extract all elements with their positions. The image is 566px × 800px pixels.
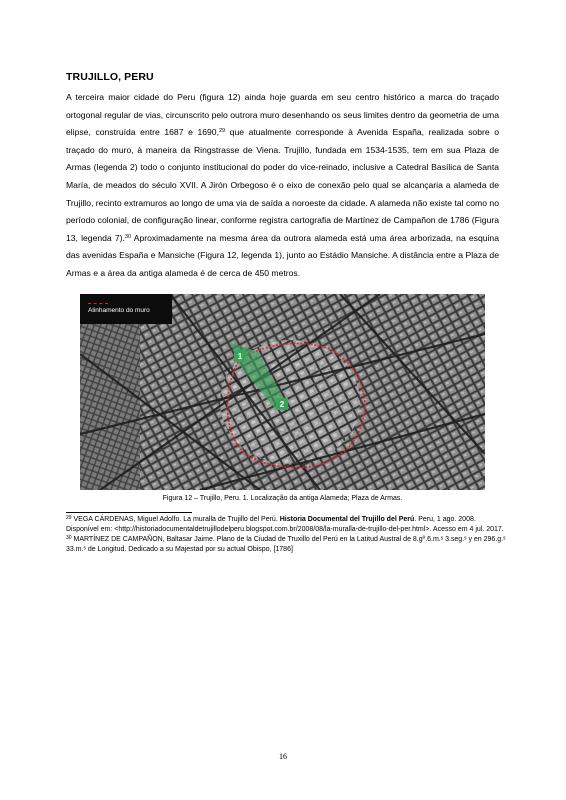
- footnote-text-tail: . Peru, 1 ago. 2008. Disponível em: <http://historiadocumentaldetrujillodelperu.blogspot.com.br/2008/08/la-muralla-de-trujillo-del-per.html>. Acesso em 4 jul. 2017.: [66, 516, 504, 533]
- figure-caption: Figura 12 – Trujillo, Peru. 1. Localização da antiga Alameda; Plaza de Armas.: [162, 495, 403, 502]
- footnotes: [66, 515, 506, 555]
- footnote-ref-29[interactable]: 29: [218, 128, 226, 135]
- body-text-part-2: que atualmente corresponde à Avenida España, realizada sobre o traçado do muro, à maneira da Ringstrasse de Viena. Trujillo, fundada em 1534-1535, tem em sua Plaza de Armas (legenda 2) todo o conjunto institucional do poder do vice-reinado, inclusive a Catedral Basílica de Santa María, de meados do século XVII. A Jirón Orbegoso é o eixo de conexão pelo qual se alcançaria a alameda de Trujillo, recinto extramuros ao longo de uma via de saída a noroeste da cidade. A alameda não existe tal como no período colonial, de configuração linear, conforme registra cartografia de Martínez de Campañon de 1786 (Figura 13, legenda 7).: [66, 127, 499, 243]
- marker-2: [276, 398, 288, 410]
- body-text-part-3: Aproximadamente na mesma área da outrora alameda está uma área arborizada, na esquina das avenidas España e Mansiche (Figura 12, legenda 1), junto ao Estádio Mansiche. A distância entre a Plaza de Armas e a área da antiga alameda é de cerca de 450 metros.: [66, 232, 499, 278]
- legend-wall-line: [88, 303, 108, 304]
- svg-text:1: 1: [237, 352, 243, 361]
- footnote-separator: [66, 512, 192, 513]
- footnote-text: VEGA CÁRDENAS, Miguel Adolfo. La muralla de Trujillo del Perú.: [71, 516, 280, 523]
- svg-text:2: 2: [279, 400, 285, 409]
- body-text-part-1: A terceira maior cidade do Peru (figura 12) ainda hoje guarda em seu centro histórico a marca do traçado ortogonal regular de vias, circunscrito pelo outrora muro desenhando os seus limites dentro da geometria de uma elipse, construída entre 1687 e 1690,: [66, 92, 499, 138]
- footnote-29: [66, 515, 506, 534]
- footnote-text: MARTÍNEZ DE CAMPAÑON, Baltasar Jaime. Plano de la Ciudad de Truxillo del Perú en la Latitud Austral de 8.gº.6.m.ˢ 3.seg.ˢ y en 296.g.ˢ 33.m.ˢ de Longitud. Dedicado a su Majestad por su actual Obispo, [1786]: [66, 536, 506, 553]
- footnote-number: 29: [66, 515, 72, 521]
- aerial-map-image: [80, 294, 485, 490]
- page-number: 16: [279, 752, 287, 761]
- footnote-title: Historia Documental del Trujillo del Perú: [279, 516, 415, 523]
- body-paragraph: [66, 89, 499, 283]
- footnote-ref-30[interactable]: 30: [124, 233, 132, 240]
- aerial-map-figure: [80, 294, 485, 490]
- section-heading: TRUJILLO, PERU: [66, 71, 154, 83]
- footnote-number: 30: [66, 535, 72, 542]
- legend-label: Alinhamento do muro: [88, 307, 150, 314]
- footnote-30: [66, 535, 506, 554]
- marker-1: [234, 350, 246, 362]
